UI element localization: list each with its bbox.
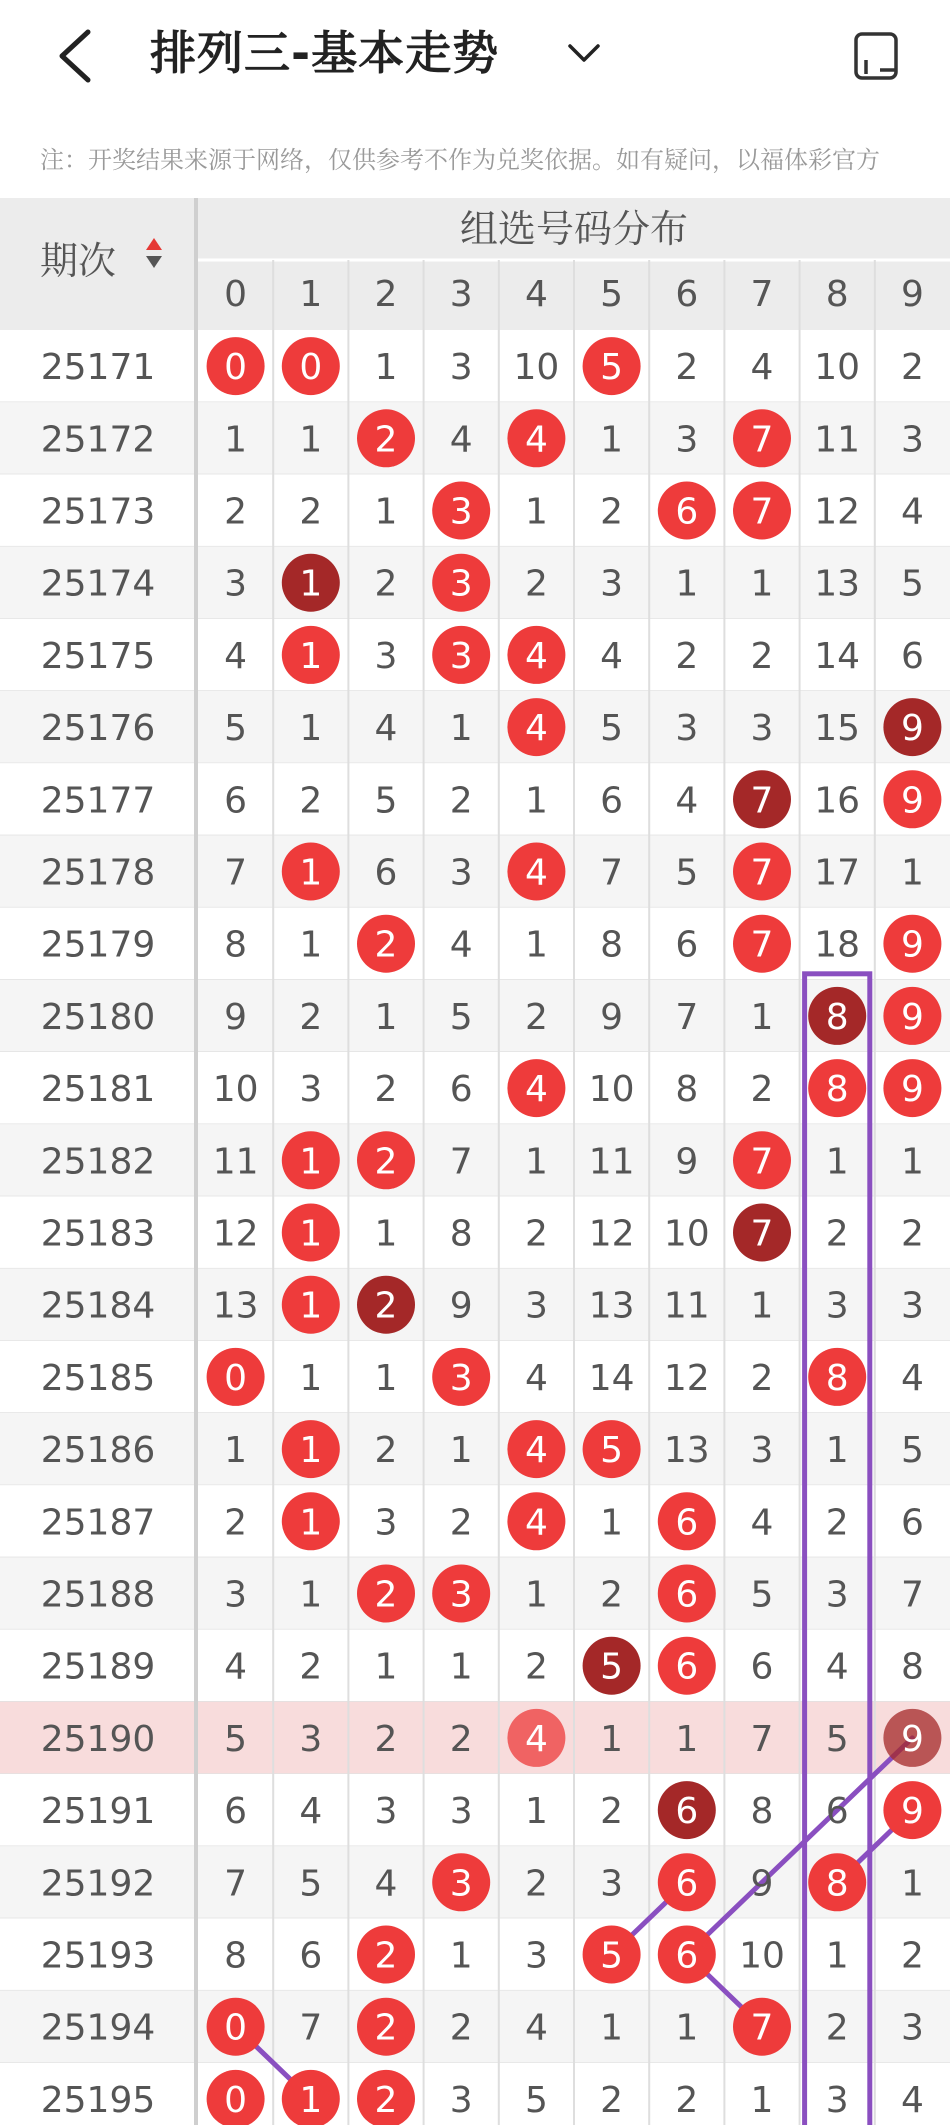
ball-number: 4 <box>524 635 548 677</box>
omission-count: 8 <box>449 1213 473 1255</box>
ball-number: 1 <box>299 1213 323 1255</box>
period-cell: 25180 <box>40 996 156 1038</box>
ball-number: 2 <box>374 1935 398 1977</box>
omission-count: 10 <box>663 1213 710 1255</box>
omission-count: 2 <box>524 996 548 1038</box>
omission-count: 4 <box>524 2007 548 2049</box>
period-cell: 25179 <box>40 924 156 966</box>
omission-count: 1 <box>524 924 548 966</box>
omission-count: 2 <box>675 635 699 677</box>
omission-count: 6 <box>224 780 248 822</box>
omission-count: 2 <box>600 491 624 533</box>
period-cell: 25182 <box>40 1141 156 1183</box>
omission-count: 5 <box>524 2079 548 2121</box>
omission-count: 1 <box>449 708 473 750</box>
omission-count: 3 <box>750 1430 774 1472</box>
omission-count: 4 <box>675 780 699 822</box>
omission-count: 2 <box>524 563 548 605</box>
omission-count: 18 <box>814 924 861 966</box>
ball-number: 0 <box>224 2007 248 2049</box>
period-cell: 25181 <box>40 1069 156 1111</box>
omission-count: 8 <box>224 1935 248 1977</box>
omission-count: 3 <box>299 1069 323 1111</box>
omission-count: 4 <box>524 1357 548 1399</box>
omission-count: 1 <box>524 780 548 822</box>
omission-count: 7 <box>224 852 248 894</box>
omission-count: 1 <box>224 1430 248 1472</box>
omission-count: 2 <box>449 1718 473 1760</box>
omission-count: 13 <box>663 1430 710 1472</box>
omission-count: 1 <box>374 996 398 1038</box>
omission-count: 1 <box>374 347 398 389</box>
omission-count: 2 <box>750 1069 774 1111</box>
omission-count: 9 <box>750 1863 774 1905</box>
omission-count: 9 <box>675 1141 699 1183</box>
omission-count: 2 <box>825 2007 849 2049</box>
omission-count: 3 <box>825 1285 849 1327</box>
omission-count: 2 <box>374 1430 398 1472</box>
omission-count: 5 <box>224 1718 248 1760</box>
ball-number: 0 <box>224 347 248 389</box>
omission-count: 1 <box>750 2079 774 2121</box>
chevron-left-icon[interactable] <box>52 28 102 84</box>
omission-count: 15 <box>814 708 861 750</box>
omission-count: 6 <box>374 852 398 894</box>
omission-count: 3 <box>900 419 924 461</box>
omission-count: 7 <box>900 1574 924 1616</box>
omission-count: 3 <box>675 708 699 750</box>
omission-count: 1 <box>374 1357 398 1399</box>
omission-count: 1 <box>524 1791 548 1833</box>
omission-count: 1 <box>825 1935 849 1977</box>
period-cell: 25190 <box>40 1718 156 1760</box>
omission-count: 1 <box>750 996 774 1038</box>
omission-count: 8 <box>600 924 624 966</box>
ball-number: 6 <box>675 1863 699 1905</box>
omission-count: 13 <box>814 563 861 605</box>
ball-number: 4 <box>524 1718 548 1760</box>
omission-count: 4 <box>900 2079 924 2121</box>
omission-count: 4 <box>750 1502 774 1544</box>
period-header[interactable]: 期次 <box>39 239 117 283</box>
omission-count: 6 <box>750 1646 774 1688</box>
ball-number: 6 <box>675 1935 699 1977</box>
omission-count: 9 <box>224 996 248 1038</box>
omission-count: 1 <box>825 1430 849 1472</box>
omission-count: 11 <box>814 419 861 461</box>
omission-count: 11 <box>663 1285 710 1327</box>
omission-count: 5 <box>750 1574 774 1616</box>
ball-number: 9 <box>900 780 924 822</box>
omission-count: 4 <box>374 708 398 750</box>
ball-number: 3 <box>449 491 473 533</box>
omission-count: 1 <box>299 924 323 966</box>
omission-count: 2 <box>524 1213 548 1255</box>
omission-count: 3 <box>825 2079 849 2121</box>
omission-count: 7 <box>224 1863 248 1905</box>
omission-count: 2 <box>825 1502 849 1544</box>
omission-count: 1 <box>600 419 624 461</box>
omission-count: 8 <box>900 1646 924 1688</box>
column-header-3: 3 <box>449 274 473 315</box>
omission-count: 3 <box>449 347 473 389</box>
omission-count: 2 <box>675 2079 699 2121</box>
ball-number: 9 <box>900 1791 924 1833</box>
omission-count: 4 <box>299 1791 323 1833</box>
period-cell: 25174 <box>40 563 156 605</box>
omission-count: 2 <box>524 1863 548 1905</box>
omission-count: 5 <box>224 708 248 750</box>
ball-number: 2 <box>374 2007 398 2049</box>
period-cell: 25183 <box>40 1213 156 1255</box>
ball-number: 8 <box>825 1863 849 1905</box>
omission-count: 1 <box>900 852 924 894</box>
chevron-down-icon[interactable] <box>566 36 602 72</box>
ball-number: 1 <box>299 635 323 677</box>
ball-number: 1 <box>299 563 323 605</box>
ball-number: 6 <box>675 1574 699 1616</box>
ball-number: 1 <box>299 1430 323 1472</box>
trend-table <box>0 198 950 2125</box>
ball-number: 7 <box>750 1141 774 1183</box>
omission-count: 4 <box>600 635 624 677</box>
omission-count: 5 <box>299 1863 323 1905</box>
ball-number: 5 <box>600 1430 624 1472</box>
omission-count: 12 <box>814 491 861 533</box>
omission-count: 2 <box>224 1502 248 1544</box>
ball-number: 8 <box>825 1069 849 1111</box>
omission-count: 1 <box>900 1863 924 1905</box>
column-header-0: 0 <box>224 274 248 315</box>
period-cell: 25171 <box>40 347 156 389</box>
device-switch-icon[interactable] <box>852 30 904 82</box>
omission-count: 3 <box>449 852 473 894</box>
ball-number: 9 <box>900 1069 924 1111</box>
omission-count: 14 <box>588 1357 635 1399</box>
ball-number: 1 <box>299 852 323 894</box>
omission-count: 12 <box>212 1213 259 1255</box>
omission-count: 1 <box>600 1502 624 1544</box>
ball-number: 7 <box>750 2007 774 2049</box>
omission-count: 12 <box>663 1357 710 1399</box>
ball-number: 7 <box>750 491 774 533</box>
omission-count: 2 <box>374 1718 398 1760</box>
omission-count: 1 <box>675 2007 699 2049</box>
omission-count: 1 <box>374 491 398 533</box>
app-header <box>0 0 950 112</box>
ball-number: 3 <box>449 1357 473 1399</box>
omission-count: 7 <box>675 996 699 1038</box>
ball-number: 9 <box>900 996 924 1038</box>
omission-count: 4 <box>750 347 774 389</box>
ball-number: 2 <box>374 419 398 461</box>
omission-count: 3 <box>374 635 398 677</box>
omission-count: 3 <box>224 1574 248 1616</box>
omission-count: 1 <box>524 1574 548 1616</box>
omission-count: 2 <box>750 1357 774 1399</box>
omission-count: 3 <box>900 1285 924 1327</box>
omission-count: 4 <box>449 419 473 461</box>
ball-number: 1 <box>299 1285 323 1327</box>
omission-count: 1 <box>600 2007 624 2049</box>
omission-count: 10 <box>513 347 560 389</box>
omission-count: 2 <box>299 491 323 533</box>
period-cell: 25184 <box>40 1285 156 1327</box>
omission-count: 10 <box>739 1935 785 1977</box>
period-cell: 25185 <box>40 1357 156 1399</box>
omission-count: 5 <box>825 1718 849 1760</box>
ball-number: 2 <box>374 1574 398 1616</box>
ball-number: 2 <box>374 1285 398 1327</box>
ball-number: 6 <box>675 1646 699 1688</box>
omission-count: 8 <box>675 1069 699 1111</box>
omission-count: 4 <box>224 635 248 677</box>
ball-number: 2 <box>374 1141 398 1183</box>
omission-count: 13 <box>212 1285 259 1327</box>
omission-count: 6 <box>299 1935 323 1977</box>
ball-number: 4 <box>524 419 548 461</box>
omission-count: 9 <box>600 996 624 1038</box>
omission-count: 3 <box>449 1791 473 1833</box>
omission-count: 2 <box>825 1213 849 1255</box>
column-header-9: 9 <box>900 274 924 315</box>
omission-count: 1 <box>675 1718 699 1760</box>
omission-count: 2 <box>600 2079 624 2121</box>
omission-count: 10 <box>588 1069 635 1111</box>
omission-count: 1 <box>900 1141 924 1183</box>
omission-count: 6 <box>600 780 624 822</box>
omission-count: 2 <box>299 780 323 822</box>
period-cell: 25178 <box>40 852 156 894</box>
omission-count: 5 <box>449 996 473 1038</box>
omission-count: 6 <box>449 1069 473 1111</box>
omission-count: 7 <box>299 2007 323 2049</box>
omission-count: 6 <box>224 1791 248 1833</box>
omission-count: 2 <box>524 1646 548 1688</box>
omission-count: 3 <box>299 1718 323 1760</box>
omission-count: 4 <box>449 924 473 966</box>
omission-count: 4 <box>900 1357 924 1399</box>
ball-number: 6 <box>675 491 699 533</box>
column-header-8: 8 <box>825 274 849 315</box>
omission-count: 3 <box>374 1502 398 1544</box>
ball-number: 1 <box>299 2079 323 2121</box>
omission-count: 1 <box>449 1430 473 1472</box>
omission-count: 1 <box>224 419 248 461</box>
omission-count: 5 <box>675 852 699 894</box>
period-cell: 25187 <box>40 1502 156 1544</box>
ball-number: 7 <box>750 852 774 894</box>
omission-count: 3 <box>524 1285 548 1327</box>
ball-number: 4 <box>524 1069 548 1111</box>
omission-count: 6 <box>900 635 924 677</box>
ball-number: 3 <box>449 1574 473 1616</box>
omission-count: 5 <box>600 708 624 750</box>
omission-count: 8 <box>750 1791 774 1833</box>
omission-count: 1 <box>449 1646 473 1688</box>
ball-number: 8 <box>825 1357 849 1399</box>
omission-count: 5 <box>900 1430 924 1472</box>
omission-count: 7 <box>449 1141 473 1183</box>
column-header-7: 7 <box>750 274 774 315</box>
omission-count: 1 <box>374 1646 398 1688</box>
omission-count: 1 <box>825 1141 849 1183</box>
ball-number: 4 <box>524 1502 548 1544</box>
omission-count: 13 <box>588 1285 635 1327</box>
omission-count: 1 <box>374 1213 398 1255</box>
period-cell: 25172 <box>40 419 156 461</box>
omission-count: 3 <box>524 1935 548 1977</box>
column-header-1: 1 <box>299 274 323 315</box>
ball-number: 1 <box>299 1502 323 1544</box>
period-cell: 25191 <box>40 1791 156 1833</box>
column-header-6: 6 <box>675 274 699 315</box>
omission-count: 3 <box>750 708 774 750</box>
omission-count: 2 <box>374 1069 398 1111</box>
omission-count: 4 <box>224 1646 248 1688</box>
omission-count: 3 <box>600 563 624 605</box>
omission-count: 2 <box>900 347 924 389</box>
ball-number: 9 <box>900 924 924 966</box>
omission-count: 12 <box>588 1213 635 1255</box>
ball-number: 5 <box>600 1646 624 1688</box>
ball-number: 9 <box>900 1718 924 1760</box>
omission-count: 3 <box>224 563 248 605</box>
page-title: 排列三-基本走势 <box>150 26 500 80</box>
ball-number: 5 <box>600 347 624 389</box>
omission-count: 2 <box>299 996 323 1038</box>
omission-count: 2 <box>900 1213 924 1255</box>
omission-count: 9 <box>449 1285 473 1327</box>
ball-number: 9 <box>900 708 924 750</box>
omission-count: 4 <box>374 1863 398 1905</box>
omission-count: 2 <box>449 780 473 822</box>
omission-count: 3 <box>900 2007 924 2049</box>
omission-count: 2 <box>449 1502 473 1544</box>
omission-count: 8 <box>224 924 248 966</box>
omission-count: 1 <box>524 491 548 533</box>
omission-count: 11 <box>212 1141 259 1183</box>
ball-number: 0 <box>224 1357 248 1399</box>
omission-count: 5 <box>374 780 398 822</box>
ball-number: 3 <box>449 635 473 677</box>
omission-count: 1 <box>600 1718 624 1760</box>
omission-count: 14 <box>814 635 861 677</box>
omission-count: 3 <box>825 1574 849 1616</box>
ball-number: 5 <box>600 1935 624 1977</box>
ball-number: 6 <box>675 1502 699 1544</box>
omission-count: 1 <box>750 563 774 605</box>
period-cell: 25175 <box>40 635 156 677</box>
period-cell: 25188 <box>40 1574 156 1616</box>
ball-number: 7 <box>750 924 774 966</box>
group-header: 组选号码分布 <box>459 207 689 251</box>
omission-count: 11 <box>588 1141 635 1183</box>
omission-count: 3 <box>675 419 699 461</box>
ball-number: 6 <box>675 1791 699 1833</box>
ball-number: 0 <box>224 2079 248 2121</box>
column-header-4: 4 <box>524 274 548 315</box>
ball-number: 3 <box>449 563 473 605</box>
omission-count: 17 <box>814 852 861 894</box>
omission-count: 3 <box>374 1791 398 1833</box>
ball-number: 7 <box>750 1213 774 1255</box>
omission-count: 2 <box>675 347 699 389</box>
omission-count: 4 <box>825 1646 849 1688</box>
ball-number: 4 <box>524 1430 548 1472</box>
omission-count: 2 <box>224 491 248 533</box>
omission-count: 2 <box>449 2007 473 2049</box>
ball-number: 0 <box>299 347 323 389</box>
period-cell: 25173 <box>40 491 156 533</box>
ball-number: 3 <box>449 1863 473 1905</box>
period-cell: 25194 <box>40 2007 156 2049</box>
omission-count: 1 <box>675 563 699 605</box>
period-cell: 25177 <box>40 780 156 822</box>
period-cell: 25189 <box>40 1646 156 1688</box>
omission-count: 1 <box>299 708 323 750</box>
omission-count: 4 <box>900 491 924 533</box>
disclaimer-notice: 注：开奖结果来源于网络，仅供参考不作为兑奖依据。如有疑问，以福体彩官方 <box>40 146 880 174</box>
omission-count: 6 <box>825 1791 849 1833</box>
period-cell: 25186 <box>40 1430 156 1472</box>
period-cell: 25193 <box>40 1935 156 1977</box>
omission-count: 2 <box>750 635 774 677</box>
ball-number: 1 <box>299 1141 323 1183</box>
omission-count: 7 <box>600 852 624 894</box>
omission-count: 1 <box>299 1357 323 1399</box>
omission-count: 1 <box>449 1935 473 1977</box>
omission-count: 1 <box>750 1285 774 1327</box>
omission-count: 1 <box>299 419 323 461</box>
ball-number: 4 <box>524 708 548 750</box>
omission-count: 2 <box>600 1791 624 1833</box>
omission-count: 6 <box>675 924 699 966</box>
column-header-5: 5 <box>600 274 624 315</box>
omission-count: 10 <box>814 347 861 389</box>
omission-count: 6 <box>900 1502 924 1544</box>
ball-number: 7 <box>750 780 774 822</box>
omission-count: 16 <box>814 780 861 822</box>
omission-count: 10 <box>212 1069 259 1111</box>
ball-number: 7 <box>750 419 774 461</box>
omission-count: 3 <box>600 1863 624 1905</box>
period-cell: 25176 <box>40 708 156 750</box>
omission-count: 2 <box>900 1935 924 1977</box>
ball-number: 4 <box>524 852 548 894</box>
ball-number: 2 <box>374 2079 398 2121</box>
omission-count: 3 <box>449 2079 473 2121</box>
omission-count: 5 <box>900 563 924 605</box>
omission-count: 1 <box>299 1574 323 1616</box>
period-cell: 25195 <box>40 2079 156 2121</box>
ball-number: 8 <box>825 996 849 1038</box>
omission-count: 2 <box>374 563 398 605</box>
omission-count: 1 <box>524 1141 548 1183</box>
ball-number: 2 <box>374 924 398 966</box>
column-header-2: 2 <box>374 274 398 315</box>
omission-count: 2 <box>299 1646 323 1688</box>
period-cell: 25192 <box>40 1863 156 1905</box>
omission-count: 2 <box>600 1574 624 1616</box>
omission-count: 7 <box>750 1718 774 1760</box>
trend-table-svg <box>0 198 950 2125</box>
